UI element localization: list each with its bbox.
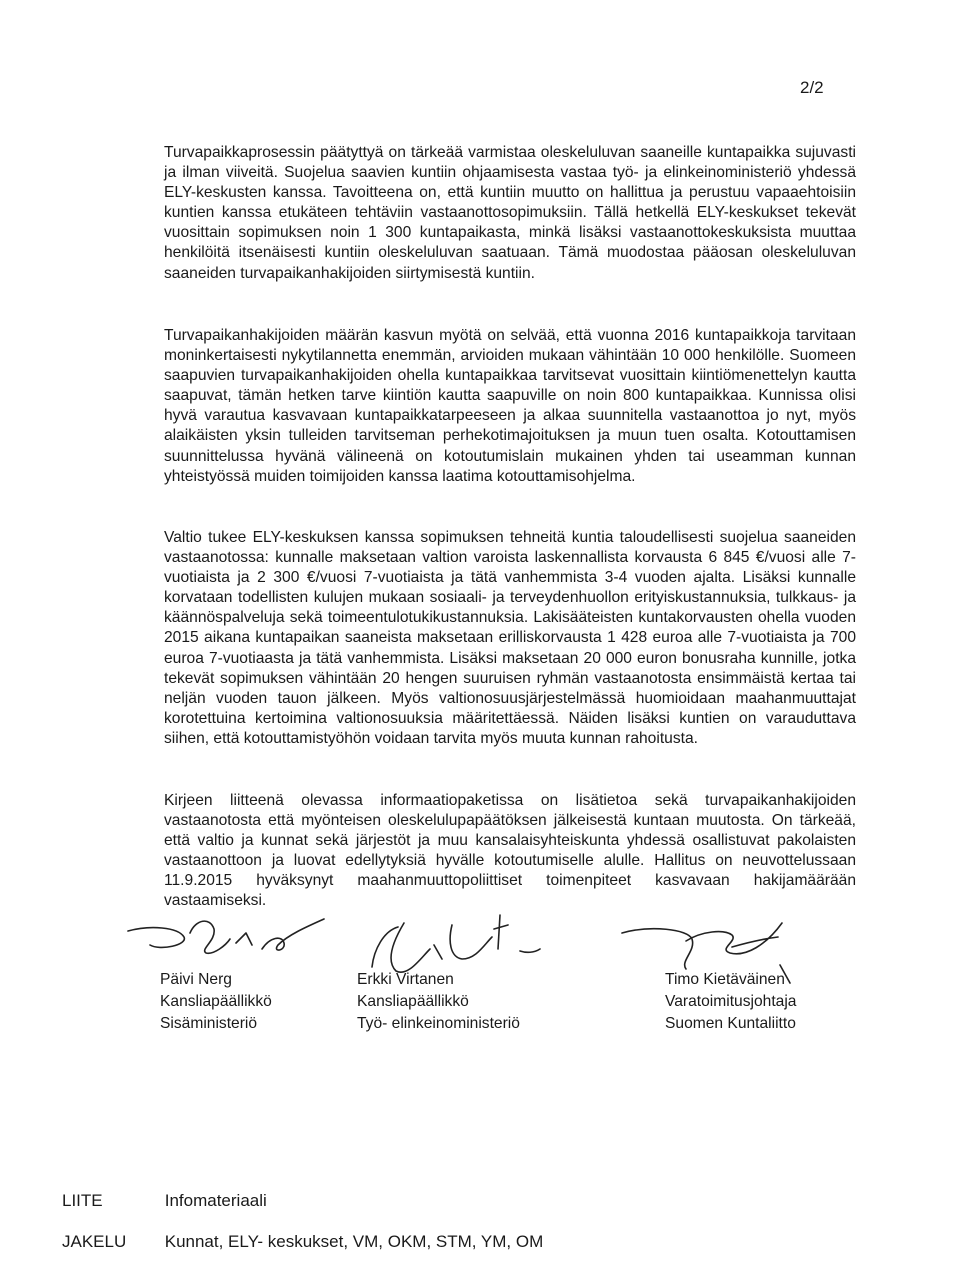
signatory-organization: Suomen Kuntaliitto	[665, 1015, 796, 1032]
signatory-name: Päivi Nerg	[160, 971, 232, 988]
signatory-paivi-nerg	[160, 969, 272, 1035]
page-number: 2/2	[800, 78, 824, 97]
paragraph-municipal-placement: Turvapaikkaprosessin päätyttyä on tärkeää varmistaa oleskeluluvan saaneille kuntapaikka sujuvasti ja ilman viiveitä. Suojelua saavien kuntiin ohjaamisesta vastaa työ- ja elinkeinoministeriö yhdessä ELY-keskusten kanssa. Tavoitteena on, että kuntiin muutto on hallittua ja perustuu vapaaehtoisiin kuntien kanssa etukäteen tehtäviin vastaanottosopimuksiin. Tällä hetkellä ELY-keskukset tekevät vuosittain sopimuksen noin 1 300 kuntapaikasta, minkä lisäksi vastaanottokeskuksista muuttaa henkilöitä itsenäisesti kuntiin oleskeluluvan saatuaan. Tämä muodostaa pääosan oleskeluluvan saaneiden turvapaikanhakijoiden siirtymisestä kuntiin.	[164, 144, 856, 282]
paragraph-state-compensation: Valtio tukee ELY-keskuksen kanssa sopimuksen tehneitä kuntia taloudellisesti suojelua saaneiden vastaanotossa: kunnalle maksetaan valtion varoista laskennallista korvausta 6 845 €/vuosi alle 7-vuotiaista ja 2 300 €/vuosi 7-vuotiaista ja tätä vanhemmista 3-4 vuoden ajalta. Lisäksi kunnalle korvataan todellisten kulujen mukaan sosiaali- ja terveydenhuollon erityiskustannuksia, tulkkaus- ja käännöspalveluja sekä toimeentulotukikustannuksia. Lakisääteisten kuntakorvausten ohella vuoden 2015 aikana kuntapaikan saaneista maksetaan erilliskorvausta 1 428 euroa alle 7-vuotiaista ja 700 euroa 7-vuotiaasta ja tätä vanhemmista. Lisäksi maksetaan 20 000 euron bonusraha kunnille, jotka tekevät sopimuksen vähintään 20 hengen suuruisen ryhmän vastaanotosta ensimmäistä kertaa tai neljän vuoden tauon jälkeen. Myös valtionosuusjärjestelmässä huomioidaan maahanmuuttajat korotettuina kertoimina valtionosuuksia määritettäessä. Näiden lisäksi kuntien on varauduttava siihen, että kotouttamistyöhön voidaan tarvita myös muuta kunnan rahoitusta.	[164, 529, 856, 747]
signatory-title: Kansliapäällikkö	[160, 993, 272, 1010]
attachments-label: LIITE	[62, 1191, 103, 1210]
signatory-title: Varatoimitusjohtaja	[665, 993, 797, 1010]
distribution-value: Kunnat, ELY- keskukset, VM, OKM, STM, YM, OM	[164, 1232, 544, 1251]
signatory-name: Timo Kietäväinen	[665, 971, 785, 988]
distribution-label: JAKELU	[62, 1232, 127, 1251]
attachments-value: Infomateriaali	[164, 1191, 267, 1210]
signatory-organization: Sisäministeriö	[160, 1015, 258, 1032]
distribution-row	[62, 1232, 543, 1252]
signature-virtanen	[372, 915, 540, 972]
signature-nerg	[128, 919, 324, 953]
signatory-erkki-virtanen	[357, 969, 520, 1035]
signatory-timo-kietavainen	[665, 969, 796, 1035]
signatory-name: Erkki Virtanen	[357, 971, 454, 988]
signatory-title: Kansliapäällikkö	[357, 993, 469, 1010]
paragraph-placement-demand: Turvapaikanhakijoiden määrän kasvun myötä on selvää, että vuonna 2016 kuntapaikkoja tarvitaan moninkertaisesti nykytilannetta enemmän, arvioiden mukaan vähintään 10 000 henkilölle. Suomeen saapuvien turvapaikanhakijoiden ohella kuntapaikkaa tarvitsevat vuosittain kiintiömenettelyn kautta saapuvat, tämän hetken tarve kiintiön kautta saapuville on noin 800 kuntapaikkaa. Kunnissa olisi hyvä varautua kasvavaan kuntapaikkatarpeeseen ja alkaa suunnitella vastaanottoa jo nyt, myös alaikäisten yksin tulleiden tarvitseman perhekotimajoituksen ja muun tuen osalta. Kotouttamisen suunnittelussa hyvänä välineenä on kotoutumislain mukainen yhden tai useamman kunnan yhteistyössä muiden toimijoiden kanssa laatima kotouttamisohjelma.	[164, 327, 856, 485]
attachments-row	[62, 1191, 267, 1211]
signatory-organization: Työ- elinkeinoministeriö	[357, 1015, 520, 1032]
paragraph-information-package: Kirjeen liitteenä olevassa informaatiopaketissa on lisätietoa sekä turvapaikanhakijoiden vastaanotosta että myönteisen oleskelulupapäätöksen jälkeisestä kuntaan muutosta. On tärkeää, että valtio ja kunnat sekä järjestöt ja muu kansalaisyhteiskunta yhdessä osallistuvat pakolaisten vastaanottoon ja luovat edellytyksiä hyvälle kotoutumiselle alulle. Hallitus on neuvottelussaan 11.9.2015 hyväksynyt maahanmuuttopoliittiset toimenpiteet kasvavaan hakijamäärään vastaamiseksi.	[164, 792, 856, 910]
